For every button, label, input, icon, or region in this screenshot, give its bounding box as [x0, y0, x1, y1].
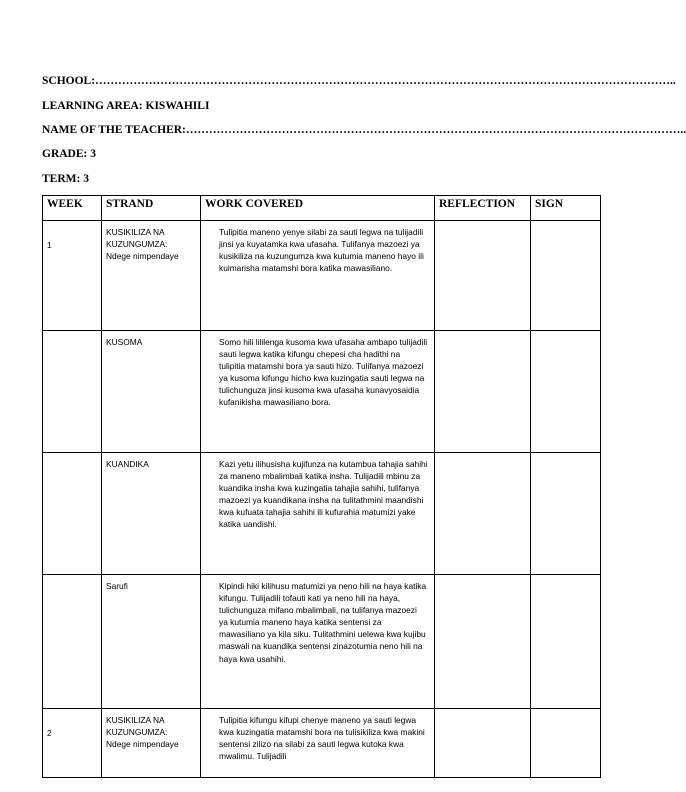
column-header-reflection: REFLECTION: [435, 196, 531, 221]
work-covered-cell: Tulipitia kifungu kifupi chenye maneno ya sauti legwa kwa kuzingatia matamshi bora na tulisikiliza kwa makini sentensi zilizo na silabi za sauti legwa kutoka kwa mwalimu. Tulijadili: [201, 709, 435, 778]
column-header-sign: SIGN: [531, 196, 601, 221]
week-cell: 2: [43, 709, 102, 778]
strand-line: Ndege nimpendaye: [106, 739, 179, 750]
reflection-cell: [435, 575, 531, 709]
week-cell: [43, 453, 102, 575]
work-covered-cell: Kipindi hiki kilihusu matumizi ya neno hili na haya katika kifungu. Tulijadili tofauti kati ya neno hili na haya, tulichunguza mifano mbalimbali, na tulifanya mazoezi ya kutumia maneno haya katika sentensi za mawasiliano ya kila siku. Tulitathmini uelewa kwa kujibu maswali na kuandika sentensi zinazotumia neno hili na haya kwa usahihi.: [201, 575, 435, 709]
week-cell: [43, 331, 102, 453]
table-row: [43, 221, 601, 331]
sign-cell: [531, 575, 601, 709]
strand-line: Sarufi: [106, 581, 128, 591]
table-row: [43, 331, 601, 453]
sign-cell: [531, 453, 601, 575]
week-cell: [43, 575, 102, 709]
reflection-cell: [435, 331, 531, 453]
school-field: SCHOOL:……………………………………………………………………………………………………………………………………..: [42, 75, 676, 87]
table-row: [43, 453, 601, 575]
learning-area-label: LEARNING AREA: KISWAHILI: [42, 100, 210, 112]
week-cell: 1: [43, 221, 102, 331]
column-header-week: WEEK: [43, 196, 102, 221]
strand-cell: [102, 331, 201, 453]
strand-line: KUZUNGUMZA:: [106, 239, 168, 250]
work-covered-cell: Kazi yetu ilihusisha kujifunza na kutambua tahajia sahihi za maneno mbalimbali katika insha. Tulijadili mbinu za kuandika insha kwa kuzingatia tahajia sahihi, tulifanya mazoezi ya kuandikana insha na tulitathmini maandishi kwa kufuata tahajia sahihi ili kufurahia matumizi yake katika uandishi.: [201, 453, 435, 575]
grade-label: GRADE: 3: [42, 148, 96, 160]
sign-cell: [531, 331, 601, 453]
table-row: [43, 575, 601, 709]
reflection-cell: [435, 453, 531, 575]
strand-cell: [102, 709, 201, 778]
strand-line: KUANDIKA: [106, 459, 149, 469]
sign-cell: [531, 709, 601, 778]
sign-cell: [531, 221, 601, 331]
term-label: TERM: 3: [42, 173, 89, 185]
work-covered-table: [42, 195, 601, 778]
strand-line: KUSIKILIZA NA: [106, 227, 165, 237]
teacher-name-field: NAME OF THE TEACHER:…………………………………………………………………………………………………………………..: [42, 124, 686, 136]
table-row: [43, 709, 601, 778]
column-header-work-covered: WORK COVERED: [201, 196, 435, 221]
table-header-row: [43, 196, 601, 221]
strand-cell: [102, 453, 201, 575]
reflection-cell: [435, 221, 531, 331]
strand-line: KUSIKILIZA NA: [106, 715, 165, 725]
strand-line: Ndege nimpendaye: [106, 251, 179, 262]
strand-cell: [102, 575, 201, 709]
column-header-strand: STRAND: [102, 196, 201, 221]
work-covered-cell: Tulipitia maneno yenye silabi za sauti legwa na tulijadili jinsi ya kuyatamka kwa ufasaha. Tulifanya mazoezi ya kusikiliza na kuzungumza kwa kutumia maneno hayo ili kuimarisha matamshi bora katika mawasiliano.: [201, 221, 435, 331]
strand-line: KUSOMA: [106, 337, 143, 347]
strand-line: KUZUNGUMZA:: [106, 727, 168, 738]
strand-cell: [102, 221, 201, 331]
reflection-cell: [435, 709, 531, 778]
work-covered-cell: Somo hili lililenga kusoma kwa ufasaha ambapo tulijadili sauti legwa katika kifungu chepesi cha hadithi na tulipitia matamshi bora ya sauti hizo. Tulifanya mazoezi ya kusoma kifungu hicho kwa kuzingatia sauti legwa na tulichunguza jinsi kusoma kwa ufasaha kunavyosaidia kufanikisha mawasiliano bora.: [201, 331, 435, 453]
